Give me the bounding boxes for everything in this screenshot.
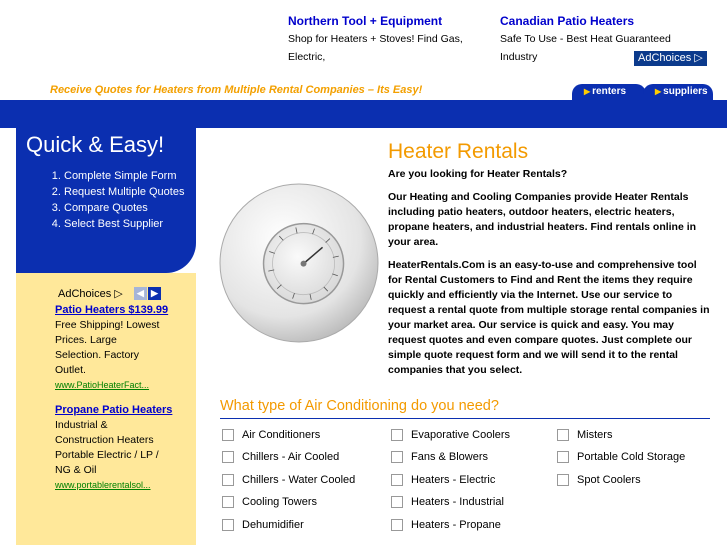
option-label: Heaters - Electric	[411, 474, 496, 487]
chevron-left-icon[interactable]: ◀	[134, 287, 147, 300]
option-label: Portable Cold Storage	[577, 451, 686, 464]
top-ad-1[interactable]	[288, 12, 498, 64]
nav-tab-suppliers[interactable]	[643, 84, 713, 100]
side-ad-2-title[interactable]: Propane Patio Heaters	[55, 404, 173, 416]
checkbox[interactable]	[222, 429, 234, 441]
top-ad-2-line1: Safe To Use - Best Heat Guaranteed Industry	[500, 33, 671, 63]
option-label: Spot Coolers	[577, 474, 641, 487]
side-ad-2-line: Industrial &	[55, 419, 108, 431]
option-fans-blowers[interactable]	[391, 450, 488, 464]
tagline: Receive Quotes for Heaters from Multiple Rental Companies – Its Easy!	[50, 84, 423, 96]
option-chillers-air-cooled[interactable]	[222, 450, 339, 464]
top-ad-1-line1: Shop for Heaters + Stoves! Find Gas, Electric,	[288, 33, 463, 63]
step-item: 4. Select Best Supplier	[64, 216, 184, 232]
option-cooling-towers[interactable]	[222, 495, 317, 509]
top-ad-1-title[interactable]: Northern Tool + Equipment	[288, 14, 443, 28]
thermostat-image	[218, 182, 380, 344]
steps-list	[46, 168, 184, 232]
top-ad-2-title[interactable]: Canadian Patio Heaters	[500, 14, 635, 28]
checkbox[interactable]	[391, 429, 403, 441]
side-ad-2-line: NG & Oil	[55, 464, 97, 476]
option-label: Chillers - Water Cooled	[242, 474, 356, 487]
checkbox[interactable]	[557, 451, 569, 463]
side-ad-1[interactable]	[55, 303, 177, 393]
checkbox[interactable]	[222, 496, 234, 508]
option-spot-coolers[interactable]	[557, 473, 641, 487]
page-title: Heater Rentals	[388, 140, 529, 163]
sidebar-quick-easy	[16, 128, 196, 273]
side-ad-1-line: Free Shipping! Lowest	[55, 319, 160, 331]
side-ad-1-line: Prices. Large	[55, 334, 117, 346]
option-label: Misters	[577, 429, 613, 442]
paragraph-1: Our Heating and Cooling Companies provide Heater Rentals including patio heaters, outdoor heaters, electric heaters, propane heaters, and industrial heaters. Find rentals online in your area.	[388, 191, 697, 248]
option-chillers-water-cooled[interactable]	[222, 473, 355, 487]
checkbox[interactable]	[222, 451, 234, 463]
checkbox[interactable]	[391, 451, 403, 463]
option-misters[interactable]	[557, 428, 612, 442]
side-ad-2-line: Portable Electric / LP /	[55, 449, 159, 461]
adchoices-side-button[interactable]: AdChoices ▷	[58, 288, 123, 300]
paragraph-2: HeaterRentals.Com is an easy-to-use and comprehensive tool for Rental Customers to Find and Rent the items they require quickly and efficiently via the Internet. Use our service to request a rental quote from multiple storage rental companies in your market area. Our service is quick and easy. You may request quotes and even compare quotes. Just complete our simple quote request form and we will send it to the rental companies that you select.	[388, 259, 710, 376]
side-ad-2-url[interactable]: www.portablerentalsol...	[55, 480, 151, 490]
step-item: 2. Request Multiple Quotes	[64, 184, 184, 200]
step-item: 3. Compare Quotes	[64, 200, 184, 216]
question-heading: What type of Air Conditioning do you need?	[220, 398, 499, 414]
step-item: 1. Complete Simple Form	[64, 168, 184, 184]
option-label: Chillers - Air Cooled	[242, 451, 340, 464]
option-label: Cooling Towers	[242, 496, 318, 509]
chevron-right-icon[interactable]: ▶	[148, 287, 161, 300]
arrow-right-icon: ▶	[655, 87, 662, 96]
nav-tab-renters[interactable]	[572, 84, 646, 100]
option-air-conditioners[interactable]	[222, 428, 320, 442]
checkbox[interactable]	[557, 474, 569, 486]
sidebar-ads	[16, 273, 196, 545]
side-ad-2[interactable]	[55, 403, 177, 493]
nav-tab-suppliers-label: suppliers	[663, 86, 708, 97]
option-heaters-industrial[interactable]	[391, 495, 504, 509]
arrow-right-icon: ▶	[584, 87, 591, 96]
option-label: Fans & Blowers	[411, 451, 489, 464]
option-heaters-electric[interactable]	[391, 473, 495, 487]
header-band	[0, 100, 727, 128]
checkbox[interactable]	[391, 519, 403, 531]
checkbox[interactable]	[557, 429, 569, 441]
option-dehumidifier[interactable]	[222, 518, 304, 532]
main-content	[388, 167, 712, 386]
option-label: Evaporative Coolers	[411, 429, 511, 442]
option-label: Heaters - Propane	[411, 519, 501, 532]
checkbox[interactable]	[391, 496, 403, 508]
option-heaters-propane[interactable]	[391, 518, 501, 532]
checkbox[interactable]	[222, 519, 234, 531]
side-ad-1-line: Outlet.	[55, 364, 86, 376]
nav-tab-renters-label: renters	[592, 86, 627, 97]
side-ad-2-line: Construction Heaters	[55, 434, 154, 446]
sidebar-title: Quick & Easy!	[26, 132, 165, 157]
adchoices-top-button[interactable]: AdChoices ▷	[634, 51, 707, 66]
option-portable-cold-storage[interactable]	[557, 450, 685, 464]
option-label: Heaters - Industrial	[411, 496, 504, 509]
option-label: Dehumidifier	[242, 519, 304, 532]
checkbox[interactable]	[222, 474, 234, 486]
intro-text: Are you looking for Heater Rentals?	[388, 168, 568, 180]
side-ad-1-url[interactable]: www.PatioHeaterFact...	[55, 380, 150, 390]
divider	[220, 418, 710, 419]
option-label: Air Conditioners	[242, 429, 321, 442]
checkbox[interactable]	[391, 474, 403, 486]
side-ad-1-line: Selection. Factory	[55, 349, 140, 361]
side-ad-1-title[interactable]: Patio Heaters $139.99	[55, 304, 169, 316]
option-evaporative-coolers[interactable]	[391, 428, 510, 442]
